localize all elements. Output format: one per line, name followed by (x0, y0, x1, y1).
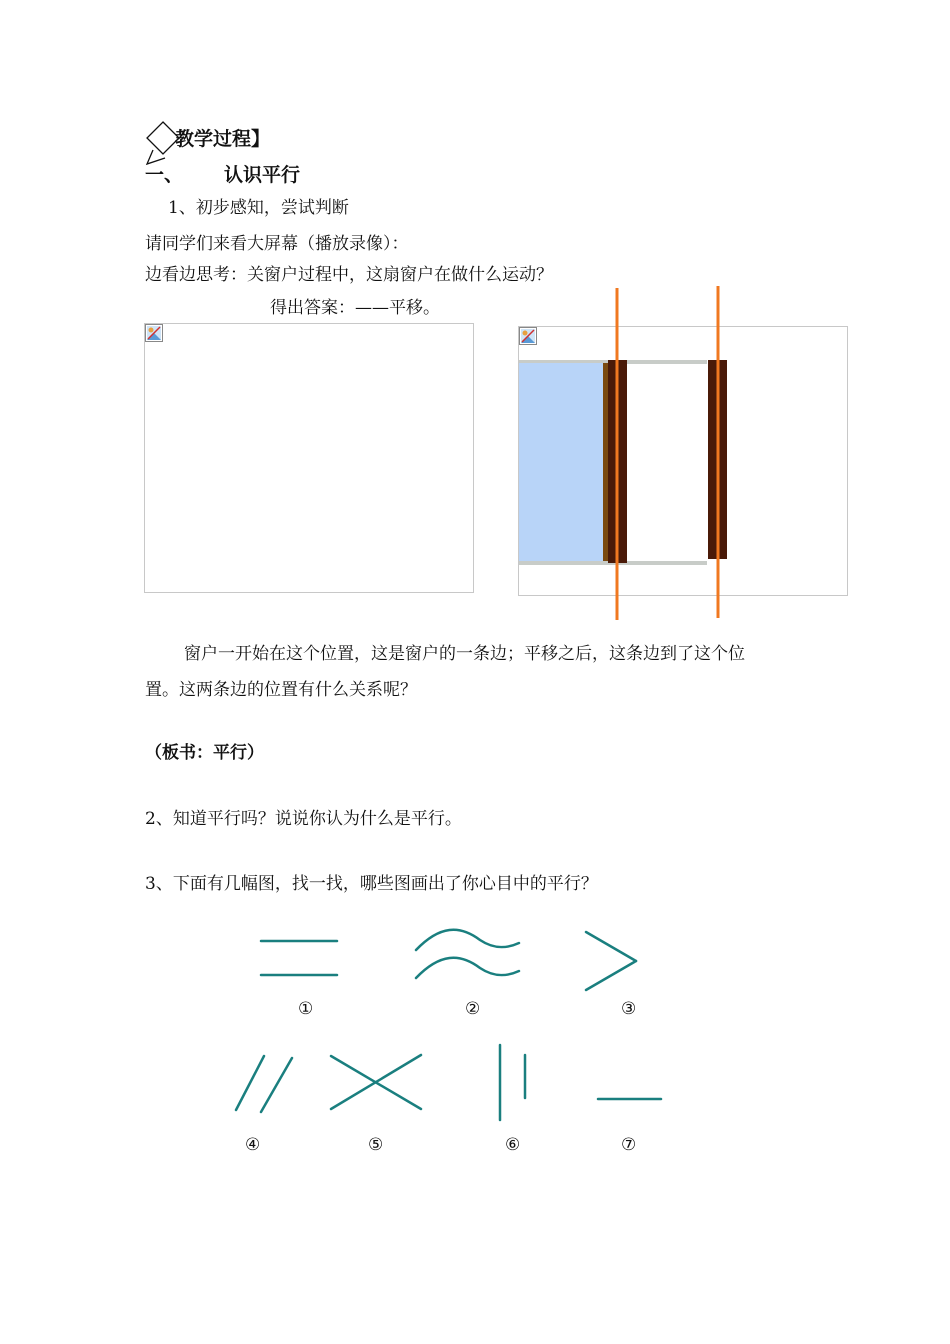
figure-2-wavy-lines (416, 930, 519, 978)
figure-5-crossing-lines (331, 1055, 421, 1109)
section-number: 一、 (145, 164, 184, 186)
figure-label-2: ② (465, 999, 481, 1019)
board-note: （板书：平行） (145, 743, 264, 763)
figure-4-slanted-lines (236, 1056, 292, 1112)
intro-line-1: 请同学们来看大屏幕（播放录像）： (145, 234, 409, 254)
paragraph-line-1: 窗户一开始在这个位置，这是窗户的一条边；平移之后，这条边到了这个位 (184, 644, 745, 664)
figure-1-parallel-lines (261, 941, 337, 975)
step-1-heading: 1、初步感知，尝试判断 (168, 198, 349, 218)
question-3: 3、下面有几幅图，找一找，哪些图画出了你心目中的平行？ (145, 874, 598, 894)
figure-label-5: ⑤ (368, 1135, 384, 1155)
figure-3-angle (586, 932, 636, 990)
figure-label-1: ① (298, 999, 314, 1019)
intro-line-2: 边看边思考：关窗户过程中，这扇窗户在做什么运动？ (145, 265, 553, 285)
figure-6-vertical-lines (500, 1045, 525, 1120)
paragraph-line-2: 置。这两条边的位置有什么关系呢？ (145, 680, 417, 700)
figure-label-7: ⑦ (621, 1135, 637, 1155)
figure-label-4: ④ (245, 1135, 261, 1155)
answer-line: 得出答案：——平移。 (270, 298, 440, 318)
figure-label-3: ③ (621, 999, 637, 1019)
figure-label-6: ⑥ (505, 1135, 521, 1155)
question-2: 2、知道平行吗？说说你认为什么是平行。 (145, 809, 462, 829)
section-title: 认识平行 (224, 164, 301, 186)
page-title: 教学过程】 (175, 128, 271, 150)
